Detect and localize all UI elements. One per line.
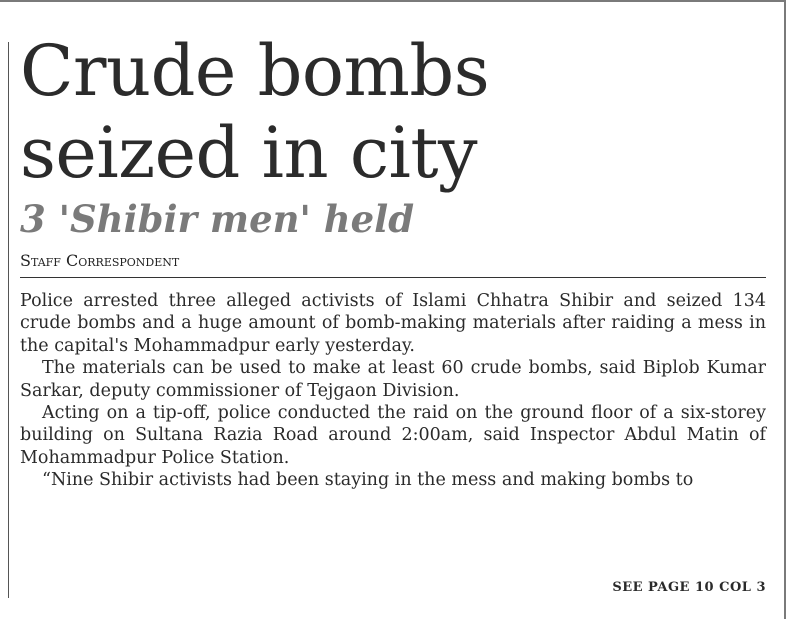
page-border-top [0,0,786,2]
column-rule [8,42,9,598]
headline-line-2: seized in city [20,112,478,194]
paragraph-3: Acting on a tip-off, police conducted the raid on the ground floor of a six-storey building on Sultana Razia Road around 2:00am, said Inspector Abdul Matin of Mohammadpur Police Station. [20,403,766,468]
news-article [20,30,766,595]
article-body [20,290,766,492]
continuation-reference: SEE PAGE 10 COL 3 [612,580,766,595]
byline: Staff Correspondent [20,251,766,278]
headline-line-1: Crude bombs [20,30,490,112]
paragraph-4: “Nine Shibir activists had been staying in the mess and making bombs to [42,470,694,491]
paragraph-2: The materials can be used to make at least 60 crude bombs, said Biplob Kumar Sarkar, deputy commissioner of Tejgaon Division. [20,358,766,401]
headline [20,30,766,194]
subheadline: 3 'Shibir men' held [20,197,415,241]
paragraph-1: Police arrested three alleged activists of Islami Chhatra Shibir and seized 134 crude bombs and a huge amount of bomb-making materials after raiding a mess in the capital's Mohammadpur early yesterday. [20,291,766,356]
